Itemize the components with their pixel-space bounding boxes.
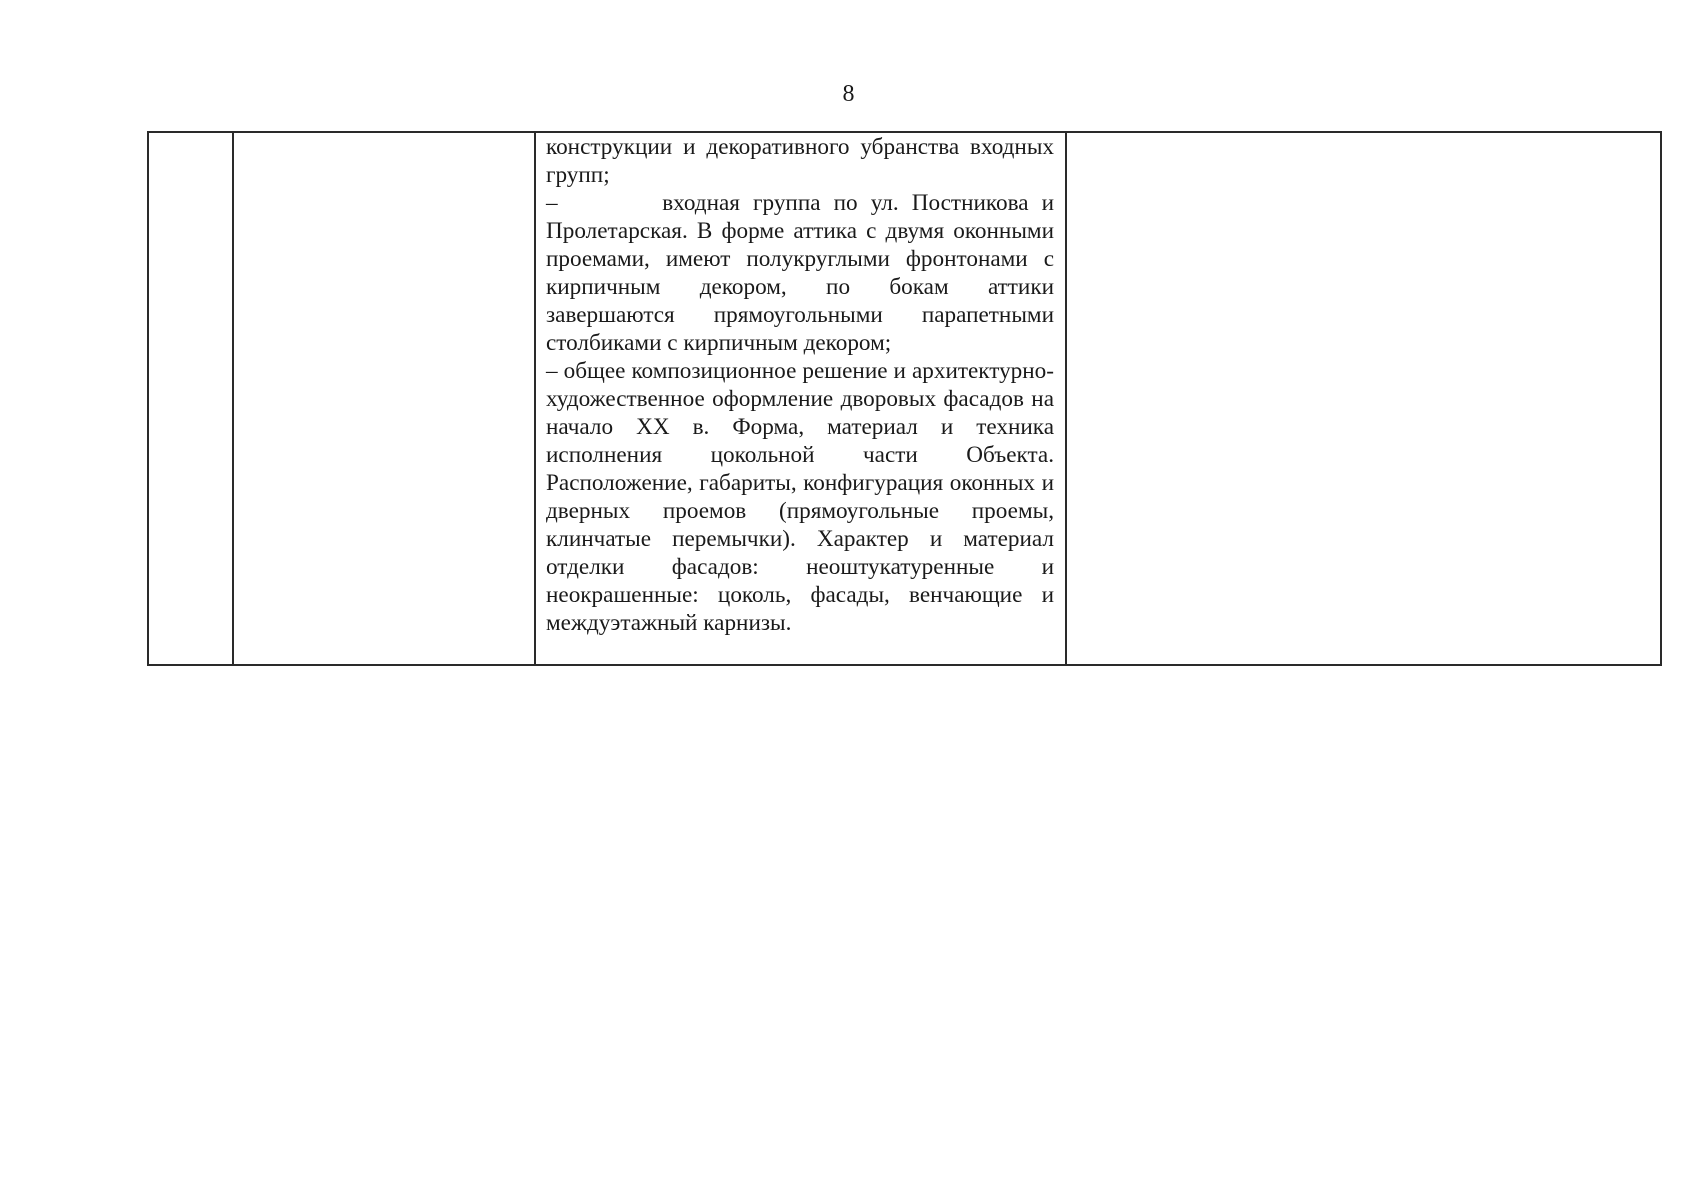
protection-subject-table	[147, 131, 1662, 666]
table-cell-photo	[1066, 132, 1661, 665]
table-cell-name	[233, 132, 535, 665]
description-paragraph: конструкции и декоративного убранства входных групп;	[546, 134, 1054, 188]
description-paragraph: – входная группа по ул. Постникова и Пролетарская. В форме аттика с двумя оконными проемами, имеют полукруглыми фронтонами с кирпичным декором, по бокам аттики завершаются прямоугольными парапетными столбиками с кирпичным декором;	[546, 190, 1054, 356]
description-text	[536, 133, 1065, 637]
table-row	[148, 132, 1661, 665]
page-number: 8	[842, 81, 855, 107]
description-paragraph: – общее композиционное решение и архитектурно-художественное оформление дворовых фасадов на начало XX в. Форма, материал и техника исполнения цокольной части Объекта. Расположение, габариты, конфигурация оконных и дверных проемов (прямоугольные проемы, клинчатые перемычки). Характер и материал отделки фасадов: неоштукатуренные и неокрашенные: цоколь, фасады, венчающие и междуэтажный карнизы.	[546, 358, 1054, 636]
table-cell-number	[148, 132, 233, 665]
table-cell-description	[535, 132, 1066, 665]
